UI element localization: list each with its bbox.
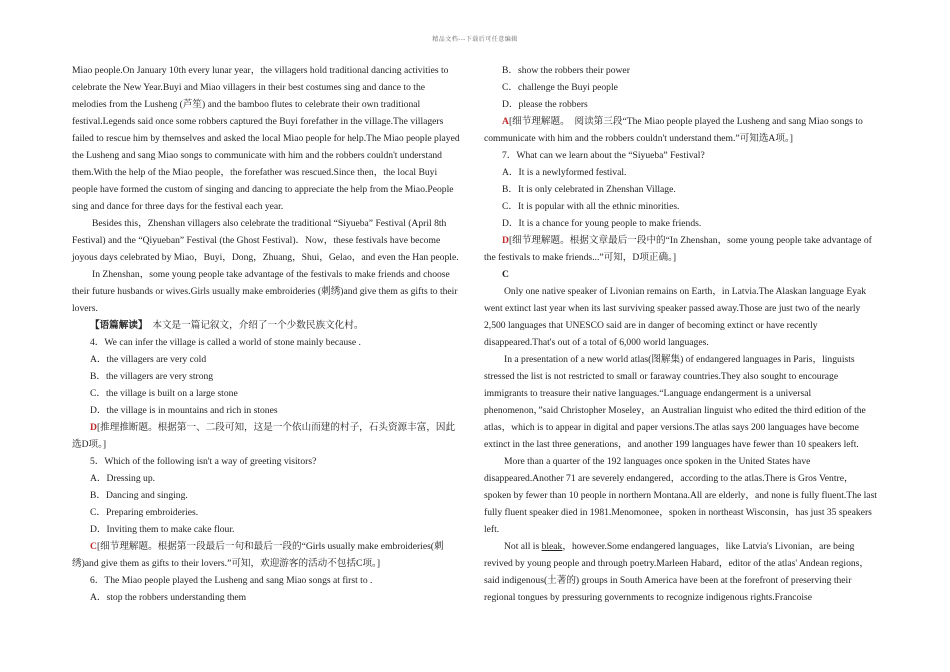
page-header: 精品文档---下载后可任意编辑 xyxy=(432,37,518,43)
answer-letter: A xyxy=(502,116,509,127)
summary-text: 本文是一篇记叙文，介绍了一个少数民族文化村。 xyxy=(152,320,364,331)
question-7-option: A．It is a newlyformed festival. xyxy=(502,167,627,178)
paragraph-text: Not all is xyxy=(504,541,542,552)
question-6-option: B．show the robbers their power xyxy=(502,65,630,76)
question-7-option: B．It is only celebrated in Zhenshan Village. xyxy=(502,184,676,195)
question-7: 7．What can we learn about the “Siyueba” Festival? xyxy=(502,150,705,161)
question-6-option: A．stop the robbers understanding them xyxy=(90,592,247,603)
passage-paragraph-3: In Zhenshan，some young people take advantage of the festivals to make friends and choose their future husbands or wives.Girls usually make embroideries (刺绣)and give them as gifts to their lovers. xyxy=(72,269,458,314)
question-6-option: D．please the robbers xyxy=(502,99,588,110)
question-7-option: D．It is a chance for young people to make friends. xyxy=(502,218,702,229)
question-6-explanation xyxy=(484,113,879,147)
question-5-option: D．Inviting them to make cake flour. xyxy=(90,524,235,535)
passage-c-paragraph-2: In a presentation of a new world atlas(图解集) of endangered languages in Paris，linguists stressed the list is not restricted to small or faraway countries.They also sought to encourage immigrants to treasure their native languages.“Language endangerment is a universal phenomenon，”said Christopher Moseley，an Australian linguist who edited the third edition of the atlas，which is to appear in digital and paper versions.The atlas says 200 languages have become extinct in the last three generations，and another 199 languages have fewer than 10 speakers left. xyxy=(484,354,866,450)
paragraph-text: ，however.Some endangered languages，like Latvia's Livonian，are being revived by young people and through poetry.Marleen Habard，editor of the atlas' Andean regions，said indigenous(土著的) groups in South America have been at the forefront of preserving their regional tongues by pressuring governments to recognize indigenous rights.Francoise xyxy=(484,541,870,603)
explanation-text: [推理推断题。根据第一、二段可知，这是一个依山而建的村子，石头资源丰富，因此选D项。] xyxy=(72,422,456,450)
question-4-option: C．the village is built on a large stone xyxy=(90,388,238,399)
section-heading: C xyxy=(502,269,509,280)
question-4-option: B．the villagers are very strong xyxy=(90,371,214,382)
question-5-option: C．Preparing embroideries. xyxy=(90,507,199,518)
explanation-text: [细节理解题。根据第一段最后一句和最后一段的“Girls usually make embroideries(刺绣)and give them as gifts to their lovers.”可知，欢迎游客的活动不包括C项。] xyxy=(72,541,444,569)
question-7-explanation xyxy=(484,232,879,266)
explanation-text: [细节理解题。 阅读第三段“The Miao people played the Lusheng and sang Miao songs to communicate with him and the robbers couldn't understand them.”可知选A项。] xyxy=(484,116,863,144)
answer-letter: C xyxy=(90,541,97,552)
summary-tag: 【语篇解读】 xyxy=(90,320,143,331)
question-6: 6．The Miao people played the Lusheng and sang Miao songs at first to . xyxy=(90,575,373,586)
question-5-option: B．Dancing and singing. xyxy=(90,490,188,501)
question-5: 5．Which of the following isn't a way of greeting visitors? xyxy=(90,456,317,467)
left-column xyxy=(72,62,462,606)
passage-c-paragraph-4 xyxy=(484,538,879,606)
question-4: 4．We can infer the village is called a world of stone mainly because . xyxy=(90,337,361,348)
question-5-explanation xyxy=(72,538,462,572)
question-4-option: D．the village is in mountains and rich in stones xyxy=(90,405,278,416)
question-4-explanation xyxy=(72,419,462,453)
passage-c-paragraph-3: More than a quarter of the 192 languages once spoken in the United States have disappeared.Another 71 are severely endangered，according to the atlas.There is Gros Ventre，spoken by fewer than 10 people in northern Montana.All are elderly，and none is fully fluent.The last fully fluent speaker died in 1981.Menomonee，spoken in northeast Wisconsin，has just 35 speakers left. xyxy=(484,456,877,535)
question-7-option: C．It is popular with all the ethnic minorities. xyxy=(502,201,680,212)
explanation-text: [细节理解题。根据文章最后一段中的“In Zhenshan，some young people take advantage of the festivals to make friends...”可知，D项正确。] xyxy=(484,235,872,263)
passage-summary xyxy=(72,317,462,334)
passage-c-paragraph-1: Only one native speaker of Livonian remains on Earth，in Latvia.The Alaskan language Eyak went extinct last year when its last surviving speaker passed away.Those are just two of the nearly 2,500 languages that UNESCO said are in danger of becoming extinct or have recently disappeared.That's out of a total of 6,000 world languages. xyxy=(484,286,867,348)
question-6-option: C．challenge the Buyi people xyxy=(502,82,618,93)
passage-paragraph-2: Besides this，Zhenshan villagers also celebrate the traditional “Siyueba” Festival (April 8th Festival) and the “Qiyueban” Festival (the Ghost Festival)．Now，these festivals have become joyous days celebrated by Miao，Buyi，Dong，Zhuang，Shui，Gelao，and even the Han people. xyxy=(72,218,459,263)
question-4-option: A．the villagers are very cold xyxy=(90,354,207,365)
passage-paragraph-1: Miao people.On January 10th every lunar year，the villagers hold traditional dancing activities to celebrate the New Year.Buyi and Miao villagers in their best costumes sing and dance to the melodies from the Lusheng (芦笙) and the bamboo flutes to celebrate their own traditional festival.Legends said once some robbers captured the Buyi forefather in the village.The villagers failed to rescue him by themselves and asked the local Miao people for help.The Miao people played the Lusheng and sang Miao songs to communicate with him and the robbers couldn't understand them.With the help of the Miao people，the forefather was rescued.Since then，the local Buyi people have formed the custom of singing and dancing to appreciate the help from the Miao.People sing and dance for three days for the festival each year. xyxy=(72,65,460,212)
underlined-word: bleak xyxy=(541,541,563,552)
answer-letter: D xyxy=(502,235,509,246)
question-5-option: A．Dressing up. xyxy=(90,473,156,484)
answer-letter: D xyxy=(90,422,97,433)
right-column xyxy=(484,62,879,606)
